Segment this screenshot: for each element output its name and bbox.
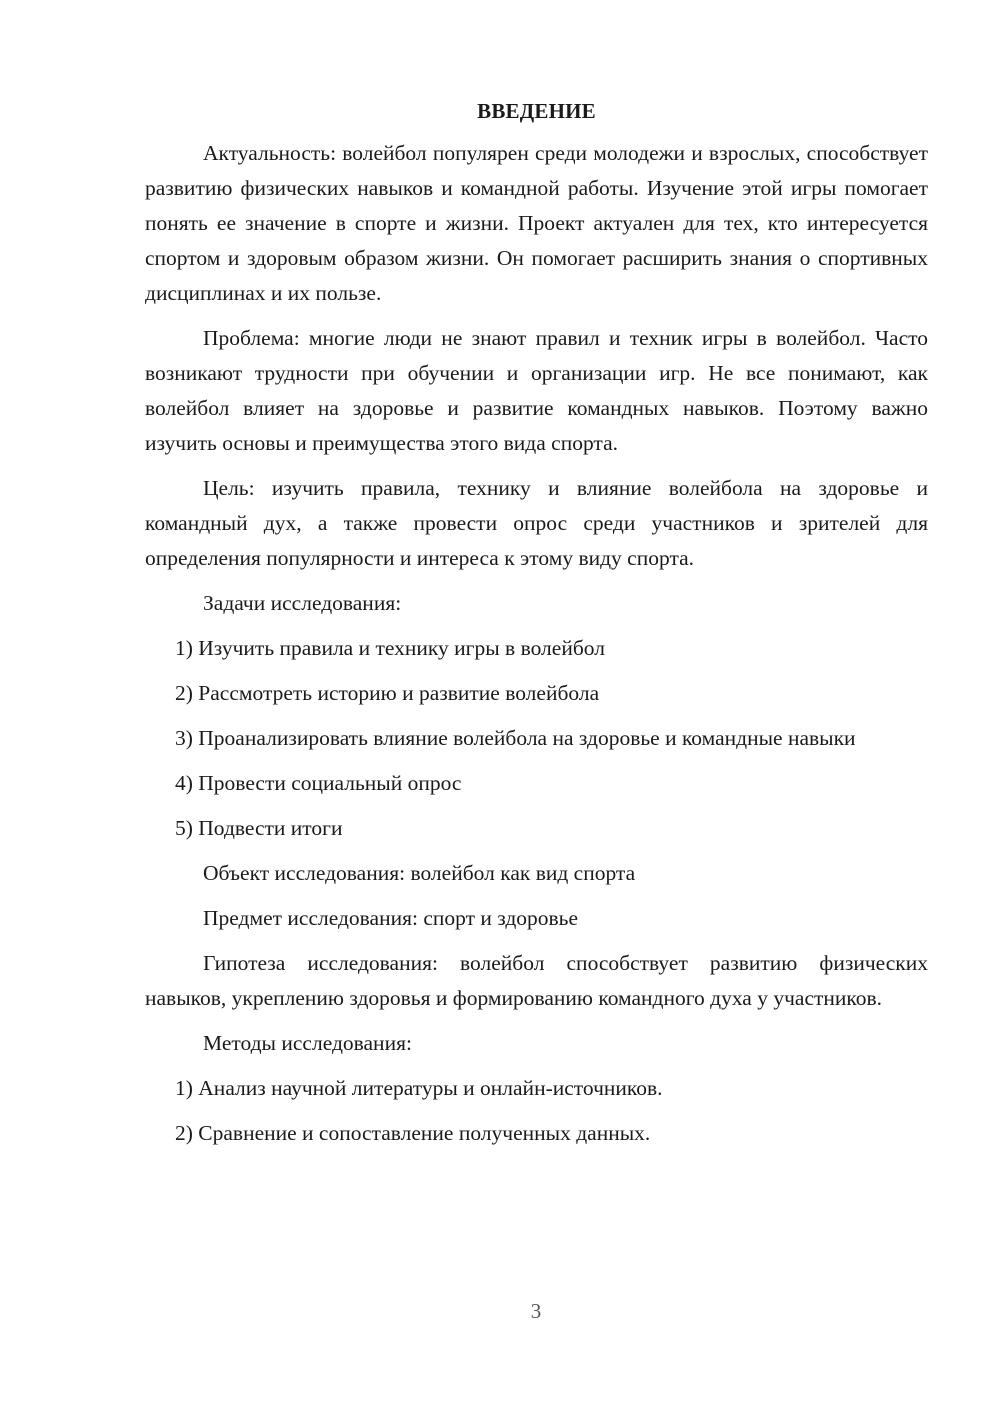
tasks-heading: Задачи исследования: bbox=[203, 591, 402, 615]
section-title: ВВЕДЕНИЕ bbox=[477, 99, 596, 123]
paragraph-relevance: Актуальность: волейбол популярен среди молодежи и взрослых, способствует развитию физических навыков и командной работы. Изучение этой игры помогает понять ее значение в спорте и жизни. Проект актуален для тех, кто интересуется спортом и здоровым образом жизни. Он помогает расширить знания о спортивных дисциплинах и их пользе. bbox=[145, 141, 928, 305]
paragraph-object: Объект исследования: волейбол как вид спорта bbox=[203, 861, 636, 885]
methods-heading: Методы исследования: bbox=[203, 1031, 412, 1055]
document-page bbox=[145, 96, 928, 1161]
task-item-4: 4) Провести социальный опрос bbox=[175, 771, 462, 795]
task-item-1: 1) Изучить правила и технику игры в волейбол bbox=[175, 636, 605, 660]
paragraph-subject: Предмет исследования: спорт и здоровье bbox=[203, 906, 579, 930]
paragraph-problem: Проблема: многие люди не знают правил и техник игры в волейбол. Часто возникают трудности при обучении и организации игр. Не все понимают, как волейбол влияет на здоровье и развитие командных навыков. Поэтому важно изучить основы и преимущества этого вида спорта. bbox=[145, 326, 928, 455]
method-item-2: 2) Сравнение и сопоставление полученных данных. bbox=[175, 1121, 651, 1145]
task-item-2: 2) Рассмотреть историю и развитие волейбола bbox=[175, 681, 600, 705]
paragraph-hypothesis: Гипотеза исследования: волейбол способствует развитию физических навыков, укреплению здоровья и формированию командного духа у участников. bbox=[145, 951, 928, 1010]
paragraph-goal: Цель: изучить правила, технику и влияние волейбола на здоровье и командный дух, а также провести опрос среди участников и зрителей для определения популярности и интереса к этому виду спорта. bbox=[145, 476, 928, 570]
method-item-1: 1) Анализ научной литературы и онлайн-источников. bbox=[175, 1076, 663, 1100]
page-number: 3 bbox=[530, 1299, 542, 1323]
task-item-3: 3) Проанализировать влияние волейбола на здоровье и командные навыки bbox=[175, 726, 856, 750]
task-item-5: 5) Подвести итоги bbox=[175, 816, 343, 840]
